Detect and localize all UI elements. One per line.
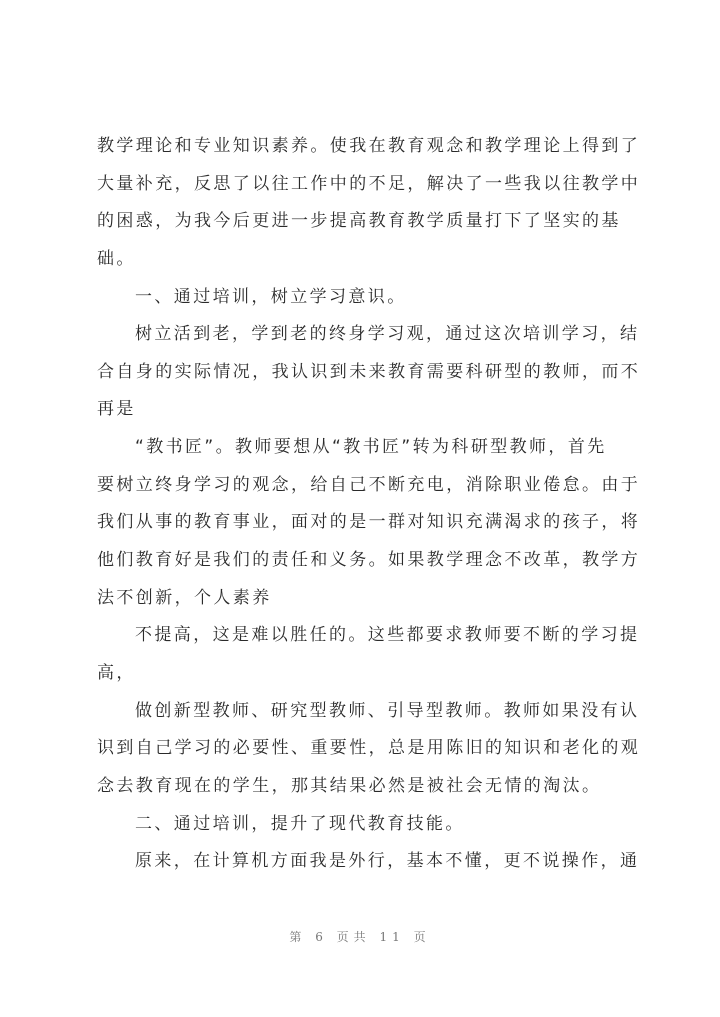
document-body bbox=[97, 128, 657, 881]
page-number-footer: 第 6 页共 11 页 bbox=[289, 930, 431, 944]
text-line: 不提高，这是难以胜任的。这些都要求教师要不断的学习提 bbox=[135, 625, 640, 646]
text-line: 二、通过培训，提升了现代教育技能。 bbox=[135, 813, 465, 834]
text-line: 的困惑，为我今后更进一步提高教育教学质量打下了坚实的基 bbox=[97, 211, 621, 232]
text-line: 识到自己学习的必要性、重要性，总是用陈旧的知识和老化的观 bbox=[97, 738, 641, 759]
text-line: 大量补充，反思了以往工作中的不足，解决了一些我以往教学中 bbox=[97, 173, 641, 194]
text-line: 做创新型教师、研究型教师、引导型教师。教师如果没有认 bbox=[135, 700, 640, 721]
text-line: 念去教育现在的学生，那其结果必然是被社会无情的淘汰。 bbox=[97, 775, 602, 796]
text-line: “教书匠”。教师要想从“教书匠”转为科研型教师，首先 bbox=[135, 437, 607, 458]
text-line: 我们从事的教育事业，面对的是一群对知识充满渴求的孩子，将 bbox=[97, 512, 641, 533]
text-line: 一、通过培训，树立学习意识。 bbox=[135, 286, 407, 307]
text-line: 合自身的实际情况，我认识到未来教育需要科研型的教师，而不 bbox=[97, 361, 641, 382]
text-line: 原来，在计算机方面我是外行，基本不懂，更不说操作，通 bbox=[135, 851, 640, 872]
text-line: 础。 bbox=[97, 248, 136, 269]
text-line: 再是 bbox=[97, 399, 136, 420]
text-line: 高， bbox=[97, 662, 136, 683]
text-line: 教学理论和专业知识素养。使我在教育观念和教学理论上得到了 bbox=[97, 136, 641, 156]
text-line: 法不创新，个人素养 bbox=[97, 587, 272, 608]
text-line: 树立活到老，学到老的终身学习观，通过这次培训学习，结 bbox=[135, 324, 640, 345]
text-line: 要树立终身学习的观念，给自己不断充电，消除职业倦怠。由于 bbox=[97, 474, 641, 495]
text-line: 他们教育好是我们的责任和义务。如果教学理念不改革，教学方 bbox=[97, 550, 641, 571]
